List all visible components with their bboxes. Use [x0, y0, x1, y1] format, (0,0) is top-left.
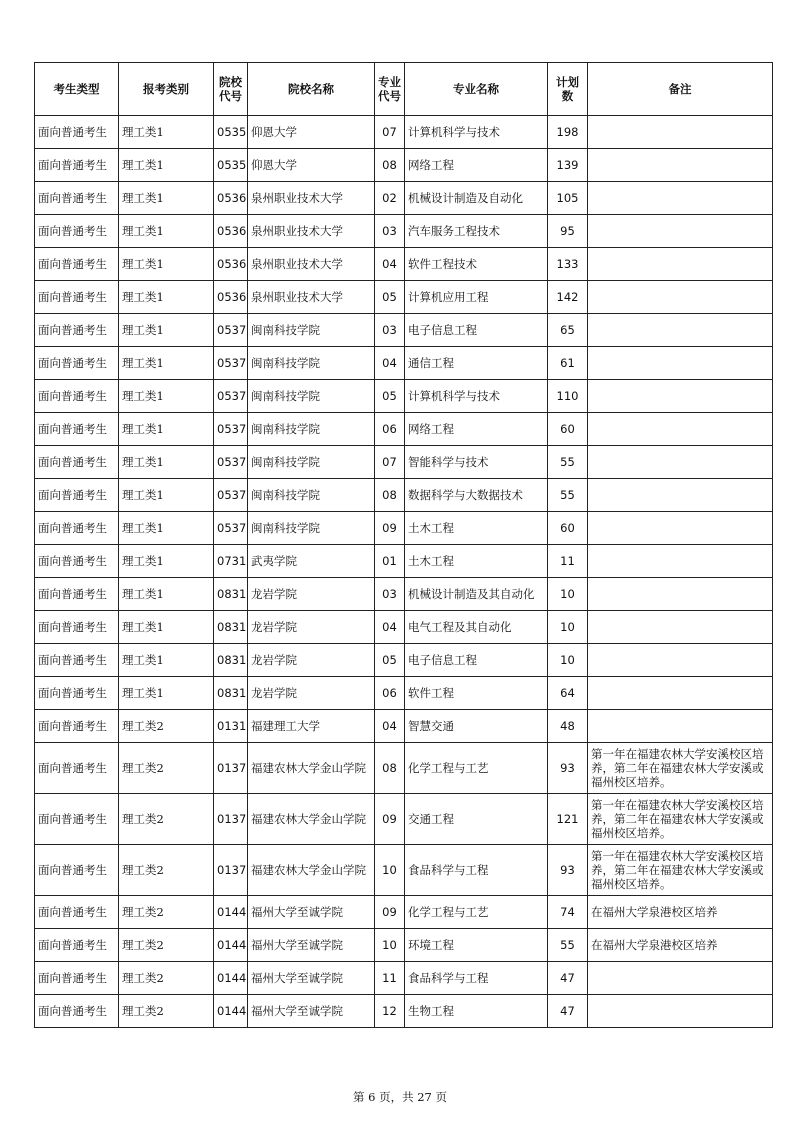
candidate-type-cell: 面向普通考生 [35, 710, 119, 743]
major-code-cell: 07 [375, 446, 405, 479]
major-code-cell: 08 [375, 479, 405, 512]
table-row [35, 545, 773, 578]
school-code-cell: 0137 [214, 794, 248, 845]
note-cell: 第一年在福建农林大学安溪校区培养，第二年在福建农林大学安溪或福州校区培养。 [588, 845, 773, 896]
table-row [35, 182, 773, 215]
category-cell: 理工类1 [119, 578, 214, 611]
plan-count-cell: 10 [548, 644, 588, 677]
major-code-cell: 01 [375, 545, 405, 578]
school-name-cell: 龙岩学院 [248, 578, 375, 611]
table-row [35, 512, 773, 545]
major-code-cell: 09 [375, 512, 405, 545]
note-cell [588, 611, 773, 644]
school-name-cell: 福建农林大学金山学院 [248, 845, 375, 896]
school-code-cell: 0537 [214, 314, 248, 347]
major-code-cell: 05 [375, 281, 405, 314]
major-name-cell: 土木工程 [405, 512, 548, 545]
major-code-cell: 09 [375, 794, 405, 845]
school-name-cell: 泉州职业技术大学 [248, 182, 375, 215]
candidate-type-cell: 面向普通考生 [35, 794, 119, 845]
category-cell: 理工类2 [119, 929, 214, 962]
school-name-cell: 泉州职业技术大学 [248, 281, 375, 314]
candidate-type-cell: 面向普通考生 [35, 512, 119, 545]
candidate-type-cell: 面向普通考生 [35, 845, 119, 896]
category-cell: 理工类1 [119, 116, 214, 149]
table-row [35, 845, 773, 896]
school-code-cell: 0831 [214, 644, 248, 677]
major-name-cell: 食品科学与工程 [405, 845, 548, 896]
school-code-cell: 0144 [214, 995, 248, 1028]
table-row [35, 314, 773, 347]
school-name-cell: 福建理工大学 [248, 710, 375, 743]
candidate-type-cell: 面向普通考生 [35, 896, 119, 929]
major-name-cell: 化学工程与工艺 [405, 896, 548, 929]
category-cell: 理工类1 [119, 611, 214, 644]
category-cell: 理工类2 [119, 743, 214, 794]
plan-count-cell: 198 [548, 116, 588, 149]
major-code-cell: 12 [375, 995, 405, 1028]
category-cell: 理工类1 [119, 314, 214, 347]
school-code-cell: 0535 [214, 149, 248, 182]
major-name-cell: 机械设计制造及其自动化 [405, 578, 548, 611]
major-code-cell: 04 [375, 611, 405, 644]
plan-count-cell: 47 [548, 995, 588, 1028]
school-code-cell: 0537 [214, 380, 248, 413]
note-cell [588, 248, 773, 281]
school-name-cell: 福州大学至诚学院 [248, 962, 375, 995]
candidate-type-cell: 面向普通考生 [35, 446, 119, 479]
candidate-type-cell: 面向普通考生 [35, 182, 119, 215]
major-code-cell: 06 [375, 677, 405, 710]
major-name-cell: 汽车服务工程技术 [405, 215, 548, 248]
school-code-cell: 0137 [214, 845, 248, 896]
table-row [35, 347, 773, 380]
candidate-type-cell: 面向普通考生 [35, 677, 119, 710]
school-name-cell: 泉州职业技术大学 [248, 248, 375, 281]
candidate-type-cell: 面向普通考生 [35, 116, 119, 149]
header-category: 报考类别 [119, 63, 214, 116]
note-cell: 第一年在福建农林大学安溪校区培养，第二年在福建农林大学安溪或福州校区培养。 [588, 743, 773, 794]
school-name-cell: 龙岩学院 [248, 677, 375, 710]
note-cell: 在福州大学泉港校区培养 [588, 896, 773, 929]
note-cell [588, 995, 773, 1028]
category-cell: 理工类1 [119, 215, 214, 248]
category-cell: 理工类2 [119, 845, 214, 896]
plan-count-cell: 133 [548, 248, 588, 281]
header-major-name: 专业名称 [405, 63, 548, 116]
category-cell: 理工类2 [119, 995, 214, 1028]
major-name-cell: 食品科学与工程 [405, 962, 548, 995]
major-name-cell: 土木工程 [405, 545, 548, 578]
note-cell [588, 578, 773, 611]
note-cell [588, 677, 773, 710]
major-code-cell: 03 [375, 578, 405, 611]
category-cell: 理工类1 [119, 479, 214, 512]
table-row [35, 611, 773, 644]
table-row [35, 929, 773, 962]
school-name-cell: 闽南科技学院 [248, 380, 375, 413]
school-code-cell: 0731 [214, 545, 248, 578]
note-cell [588, 149, 773, 182]
category-cell: 理工类1 [119, 446, 214, 479]
school-name-cell: 闽南科技学院 [248, 479, 375, 512]
major-name-cell: 电子信息工程 [405, 314, 548, 347]
school-code-cell: 0131 [214, 710, 248, 743]
category-cell: 理工类1 [119, 281, 214, 314]
school-code-cell: 0536 [214, 281, 248, 314]
school-name-cell: 武夷学院 [248, 545, 375, 578]
note-cell [588, 479, 773, 512]
plan-count-cell: 74 [548, 896, 588, 929]
note-cell [588, 314, 773, 347]
table-row [35, 248, 773, 281]
plan-count-cell: 95 [548, 215, 588, 248]
plan-count-cell: 60 [548, 512, 588, 545]
plan-count-cell: 110 [548, 380, 588, 413]
candidate-type-cell: 面向普通考生 [35, 545, 119, 578]
plan-count-cell: 47 [548, 962, 588, 995]
candidate-type-cell: 面向普通考生 [35, 962, 119, 995]
major-code-cell: 05 [375, 644, 405, 677]
plan-count-cell: 93 [548, 845, 588, 896]
category-cell: 理工类2 [119, 710, 214, 743]
school-code-cell: 0144 [214, 929, 248, 962]
major-name-cell: 交通工程 [405, 794, 548, 845]
table-row [35, 413, 773, 446]
major-code-cell: 03 [375, 314, 405, 347]
plan-count-cell: 121 [548, 794, 588, 845]
school-code-cell: 0537 [214, 347, 248, 380]
table-row [35, 149, 773, 182]
candidate-type-cell: 面向普通考生 [35, 743, 119, 794]
school-name-cell: 福建农林大学金山学院 [248, 794, 375, 845]
major-code-cell: 07 [375, 116, 405, 149]
school-code-cell: 0536 [214, 215, 248, 248]
table-row [35, 962, 773, 995]
major-code-cell: 06 [375, 413, 405, 446]
plan-count-cell: 65 [548, 314, 588, 347]
category-cell: 理工类1 [119, 512, 214, 545]
major-name-cell: 通信工程 [405, 347, 548, 380]
table-row [35, 710, 773, 743]
major-name-cell: 计算机科学与技术 [405, 116, 548, 149]
candidate-type-cell: 面向普通考生 [35, 215, 119, 248]
candidate-type-cell: 面向普通考生 [35, 644, 119, 677]
school-name-cell: 闽南科技学院 [248, 512, 375, 545]
major-code-cell: 09 [375, 896, 405, 929]
school-code-cell: 0537 [214, 479, 248, 512]
candidate-type-cell: 面向普通考生 [35, 995, 119, 1028]
major-name-cell: 电气工程及其自动化 [405, 611, 548, 644]
category-cell: 理工类1 [119, 182, 214, 215]
table-row [35, 446, 773, 479]
plan-count-cell: 11 [548, 545, 588, 578]
table-row [35, 677, 773, 710]
table-row [35, 896, 773, 929]
major-name-cell: 网络工程 [405, 413, 548, 446]
school-code-cell: 0144 [214, 962, 248, 995]
major-name-cell: 数据科学与大数据技术 [405, 479, 548, 512]
table-row [35, 644, 773, 677]
major-name-cell: 计算机科学与技术 [405, 380, 548, 413]
school-name-cell: 闽南科技学院 [248, 314, 375, 347]
table-row [35, 479, 773, 512]
header-school-code: 院校代号 [214, 63, 248, 116]
header-note: 备注 [588, 63, 773, 116]
school-code-cell: 0137 [214, 743, 248, 794]
note-cell [588, 413, 773, 446]
note-cell [588, 182, 773, 215]
table-row [35, 794, 773, 845]
major-code-cell: 08 [375, 743, 405, 794]
table-header-row [35, 63, 773, 116]
major-name-cell: 化学工程与工艺 [405, 743, 548, 794]
category-cell: 理工类1 [119, 677, 214, 710]
school-code-cell: 0537 [214, 446, 248, 479]
table-row [35, 743, 773, 794]
note-cell [588, 215, 773, 248]
candidate-type-cell: 面向普通考生 [35, 314, 119, 347]
school-name-cell: 龙岩学院 [248, 644, 375, 677]
school-name-cell: 仰恩大学 [248, 149, 375, 182]
major-code-cell: 04 [375, 248, 405, 281]
major-code-cell: 08 [375, 149, 405, 182]
category-cell: 理工类1 [119, 644, 214, 677]
table-body [35, 116, 773, 1028]
header-major-code: 专业代号 [375, 63, 405, 116]
candidate-type-cell: 面向普通考生 [35, 347, 119, 380]
major-code-cell: 02 [375, 182, 405, 215]
candidate-type-cell: 面向普通考生 [35, 281, 119, 314]
enrollment-plan-table [34, 62, 773, 1028]
note-cell: 第一年在福建农林大学安溪校区培养，第二年在福建农林大学安溪或福州校区培养。 [588, 794, 773, 845]
category-cell: 理工类1 [119, 545, 214, 578]
page-number: 第 6 页，共 27 页 [352, 1090, 448, 1104]
candidate-type-cell: 面向普通考生 [35, 611, 119, 644]
plan-count-cell: 142 [548, 281, 588, 314]
note-cell [588, 962, 773, 995]
category-cell: 理工类2 [119, 896, 214, 929]
school-name-cell: 福州大学至诚学院 [248, 995, 375, 1028]
major-name-cell: 软件工程技术 [405, 248, 548, 281]
major-name-cell: 机械设计制造及自动化 [405, 182, 548, 215]
category-cell: 理工类1 [119, 413, 214, 446]
note-cell [588, 347, 773, 380]
candidate-type-cell: 面向普通考生 [35, 149, 119, 182]
school-code-cell: 0536 [214, 248, 248, 281]
major-code-cell: 04 [375, 710, 405, 743]
plan-count-cell: 93 [548, 743, 588, 794]
major-name-cell: 智能科学与技术 [405, 446, 548, 479]
plan-count-cell: 55 [548, 929, 588, 962]
school-code-cell: 0537 [214, 413, 248, 446]
note-cell [588, 512, 773, 545]
note-cell [588, 710, 773, 743]
major-name-cell: 电子信息工程 [405, 644, 548, 677]
header-plan: 计划数 [548, 63, 588, 116]
major-name-cell: 网络工程 [405, 149, 548, 182]
plan-count-cell: 10 [548, 611, 588, 644]
school-name-cell: 仰恩大学 [248, 116, 375, 149]
candidate-type-cell: 面向普通考生 [35, 929, 119, 962]
note-cell: 在福州大学泉港校区培养 [588, 929, 773, 962]
table-row [35, 281, 773, 314]
table-row [35, 995, 773, 1028]
category-cell: 理工类1 [119, 347, 214, 380]
note-cell [588, 644, 773, 677]
candidate-type-cell: 面向普通考生 [35, 413, 119, 446]
plan-count-cell: 48 [548, 710, 588, 743]
school-code-cell: 0535 [214, 116, 248, 149]
candidate-type-cell: 面向普通考生 [35, 248, 119, 281]
major-name-cell: 生物工程 [405, 995, 548, 1028]
plan-count-cell: 60 [548, 413, 588, 446]
plan-count-cell: 139 [548, 149, 588, 182]
school-name-cell: 龙岩学院 [248, 611, 375, 644]
school-code-cell: 0831 [214, 611, 248, 644]
school-name-cell: 闽南科技学院 [248, 413, 375, 446]
table-row [35, 380, 773, 413]
school-name-cell: 福建农林大学金山学院 [248, 743, 375, 794]
school-name-cell: 泉州职业技术大学 [248, 215, 375, 248]
category-cell: 理工类2 [119, 794, 214, 845]
major-code-cell: 11 [375, 962, 405, 995]
school-name-cell: 福州大学至诚学院 [248, 896, 375, 929]
major-code-cell: 03 [375, 215, 405, 248]
category-cell: 理工类1 [119, 380, 214, 413]
plan-count-cell: 55 [548, 479, 588, 512]
major-code-cell: 04 [375, 347, 405, 380]
school-name-cell: 闽南科技学院 [248, 446, 375, 479]
note-cell [588, 380, 773, 413]
table-row [35, 215, 773, 248]
category-cell: 理工类1 [119, 149, 214, 182]
table-row [35, 578, 773, 611]
candidate-type-cell: 面向普通考生 [35, 479, 119, 512]
header-school-name: 院校名称 [248, 63, 375, 116]
major-name-cell: 计算机应用工程 [405, 281, 548, 314]
header-candidate-type: 考生类型 [35, 63, 119, 116]
school-code-cell: 0831 [214, 578, 248, 611]
plan-count-cell: 10 [548, 578, 588, 611]
candidate-type-cell: 面向普通考生 [35, 380, 119, 413]
school-code-cell: 0536 [214, 182, 248, 215]
major-code-cell: 10 [375, 929, 405, 962]
school-name-cell: 福州大学至诚学院 [248, 929, 375, 962]
note-cell [588, 446, 773, 479]
school-code-cell: 0144 [214, 896, 248, 929]
note-cell [588, 545, 773, 578]
major-name-cell: 软件工程 [405, 677, 548, 710]
major-code-cell: 05 [375, 380, 405, 413]
major-name-cell: 环境工程 [405, 929, 548, 962]
category-cell: 理工类1 [119, 248, 214, 281]
note-cell [588, 116, 773, 149]
plan-count-cell: 61 [548, 347, 588, 380]
school-code-cell: 0831 [214, 677, 248, 710]
major-name-cell: 智慧交通 [405, 710, 548, 743]
major-code-cell: 10 [375, 845, 405, 896]
plan-count-cell: 105 [548, 182, 588, 215]
candidate-type-cell: 面向普通考生 [35, 578, 119, 611]
school-name-cell: 闽南科技学院 [248, 347, 375, 380]
category-cell: 理工类2 [119, 962, 214, 995]
plan-count-cell: 64 [548, 677, 588, 710]
note-cell [588, 281, 773, 314]
school-code-cell: 0537 [214, 512, 248, 545]
table-row [35, 116, 773, 149]
plan-count-cell: 55 [548, 446, 588, 479]
